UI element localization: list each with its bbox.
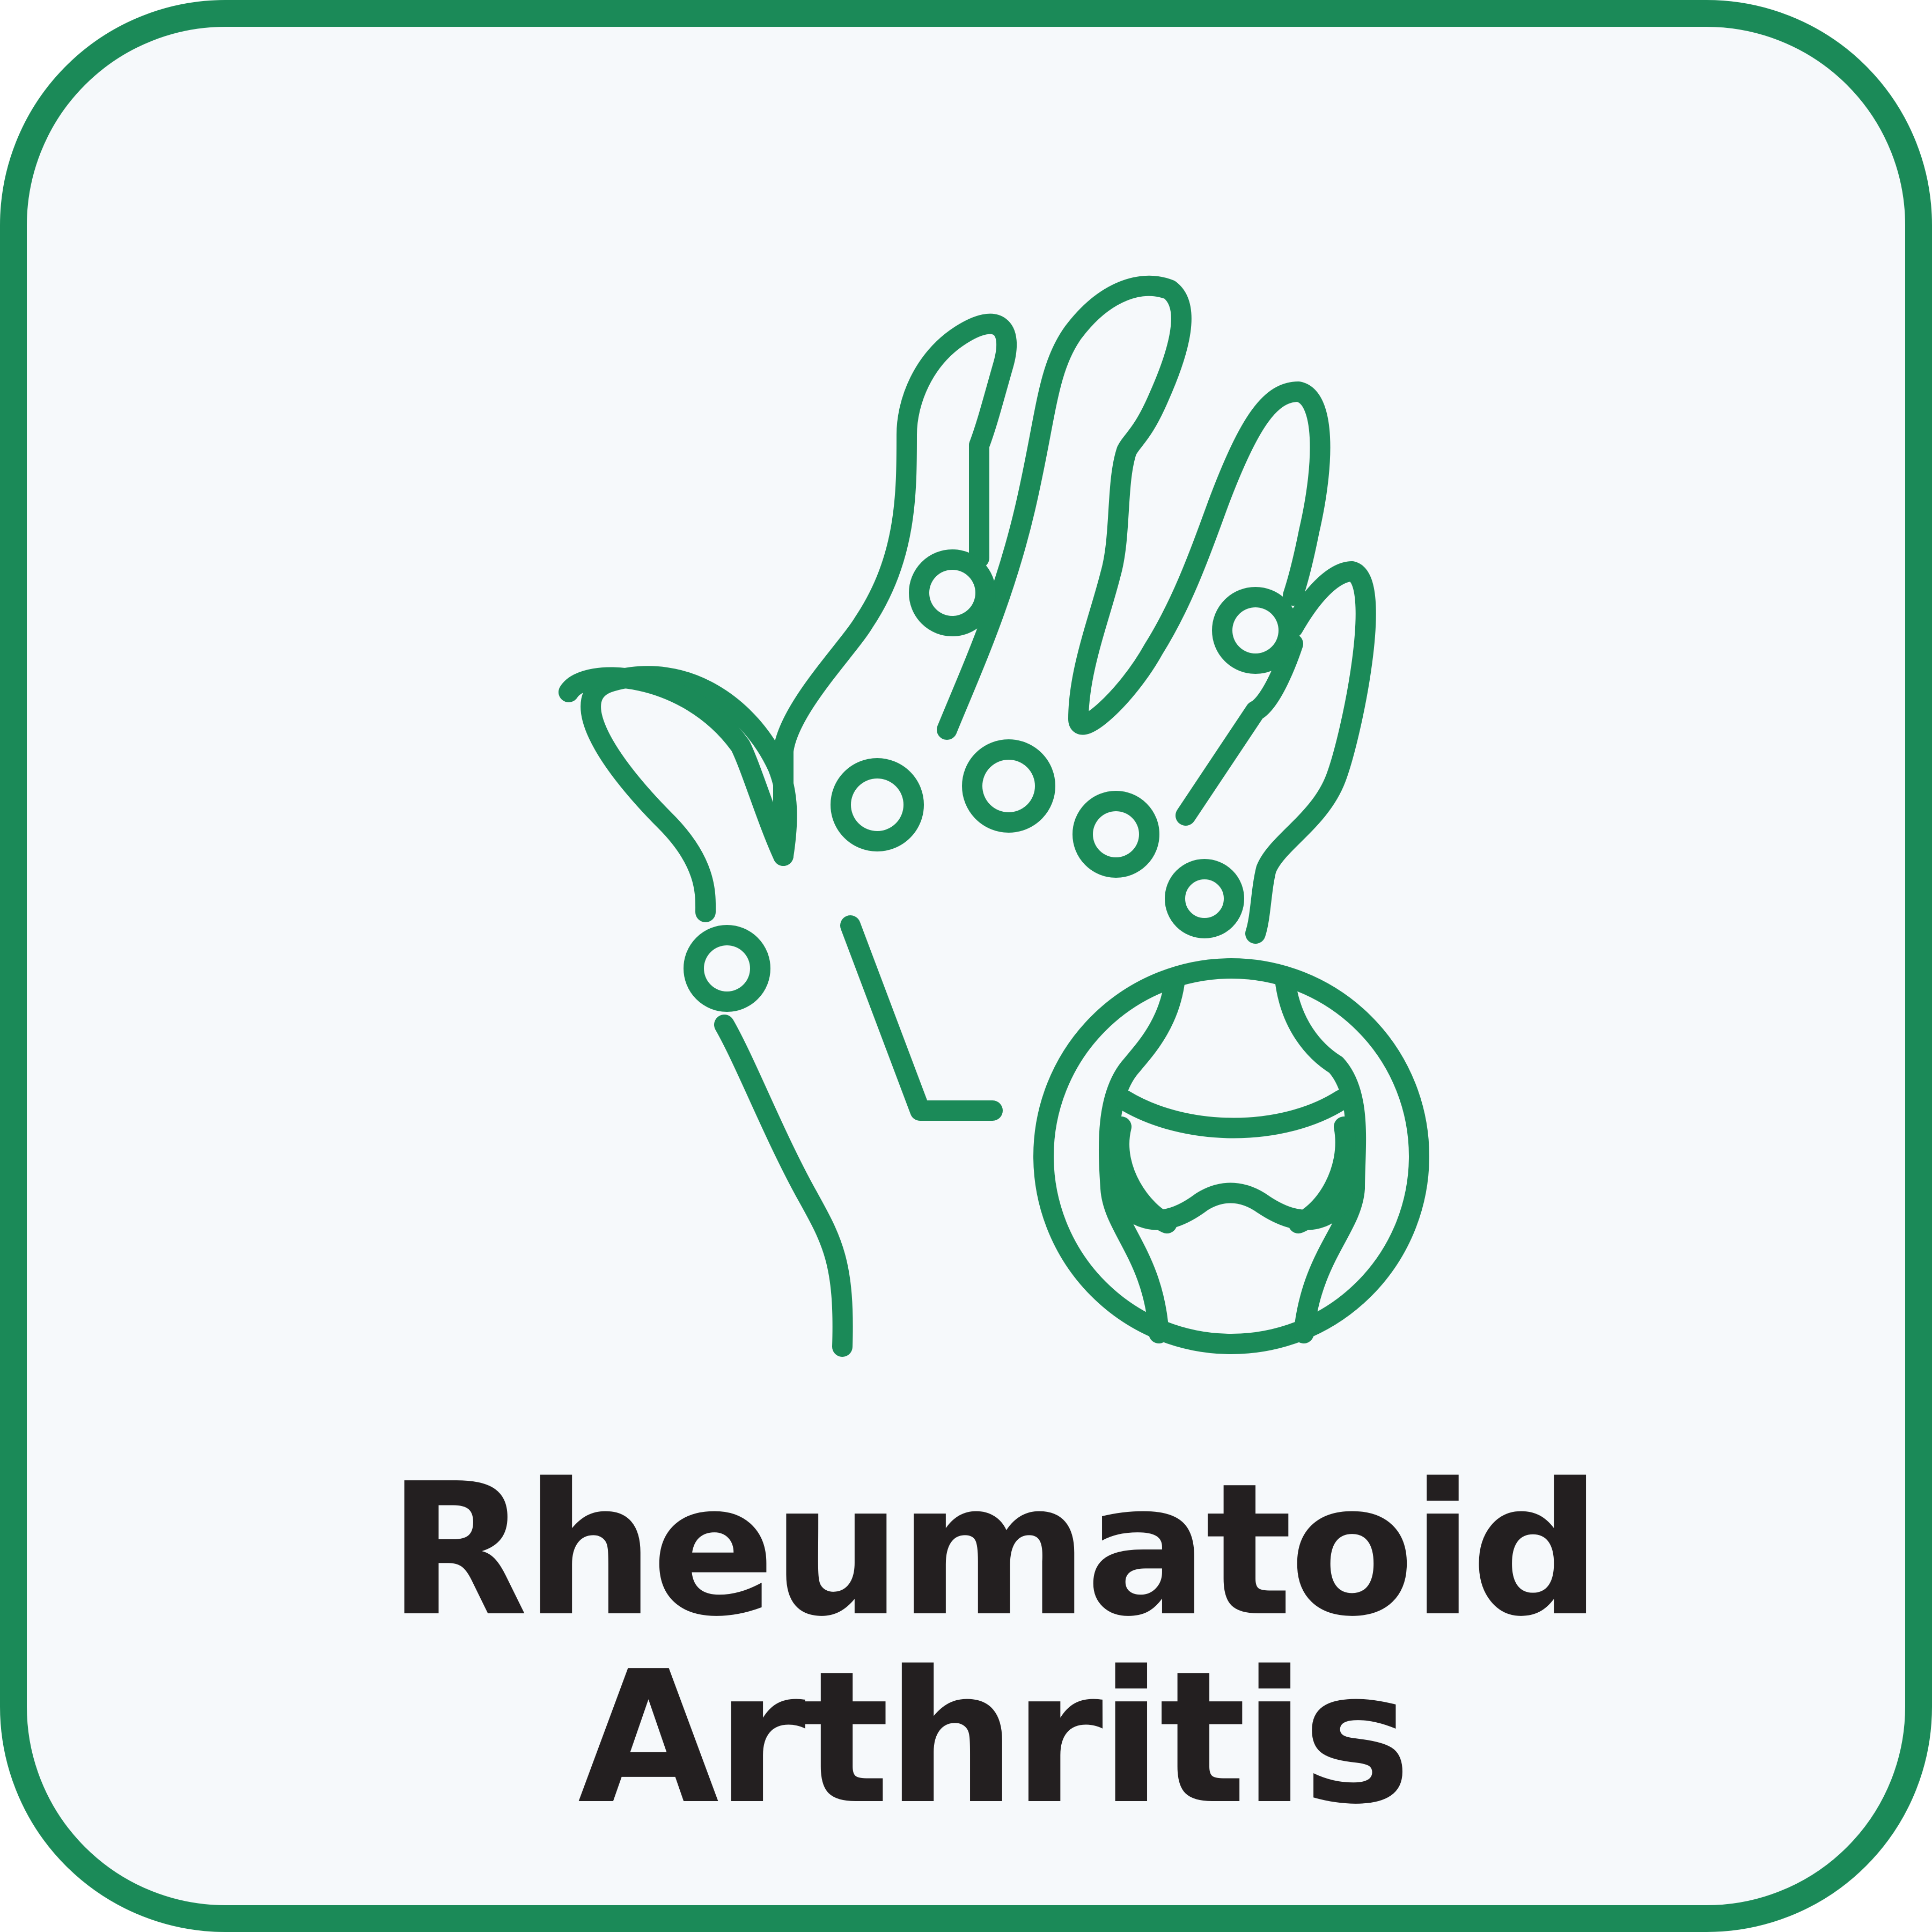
title-line-2: Arthritis [577,1632,1408,1845]
rheumatoid-hand-joint-icon [537,263,1459,1357]
title-line-1: Rheumatoid [387,1444,1598,1657]
